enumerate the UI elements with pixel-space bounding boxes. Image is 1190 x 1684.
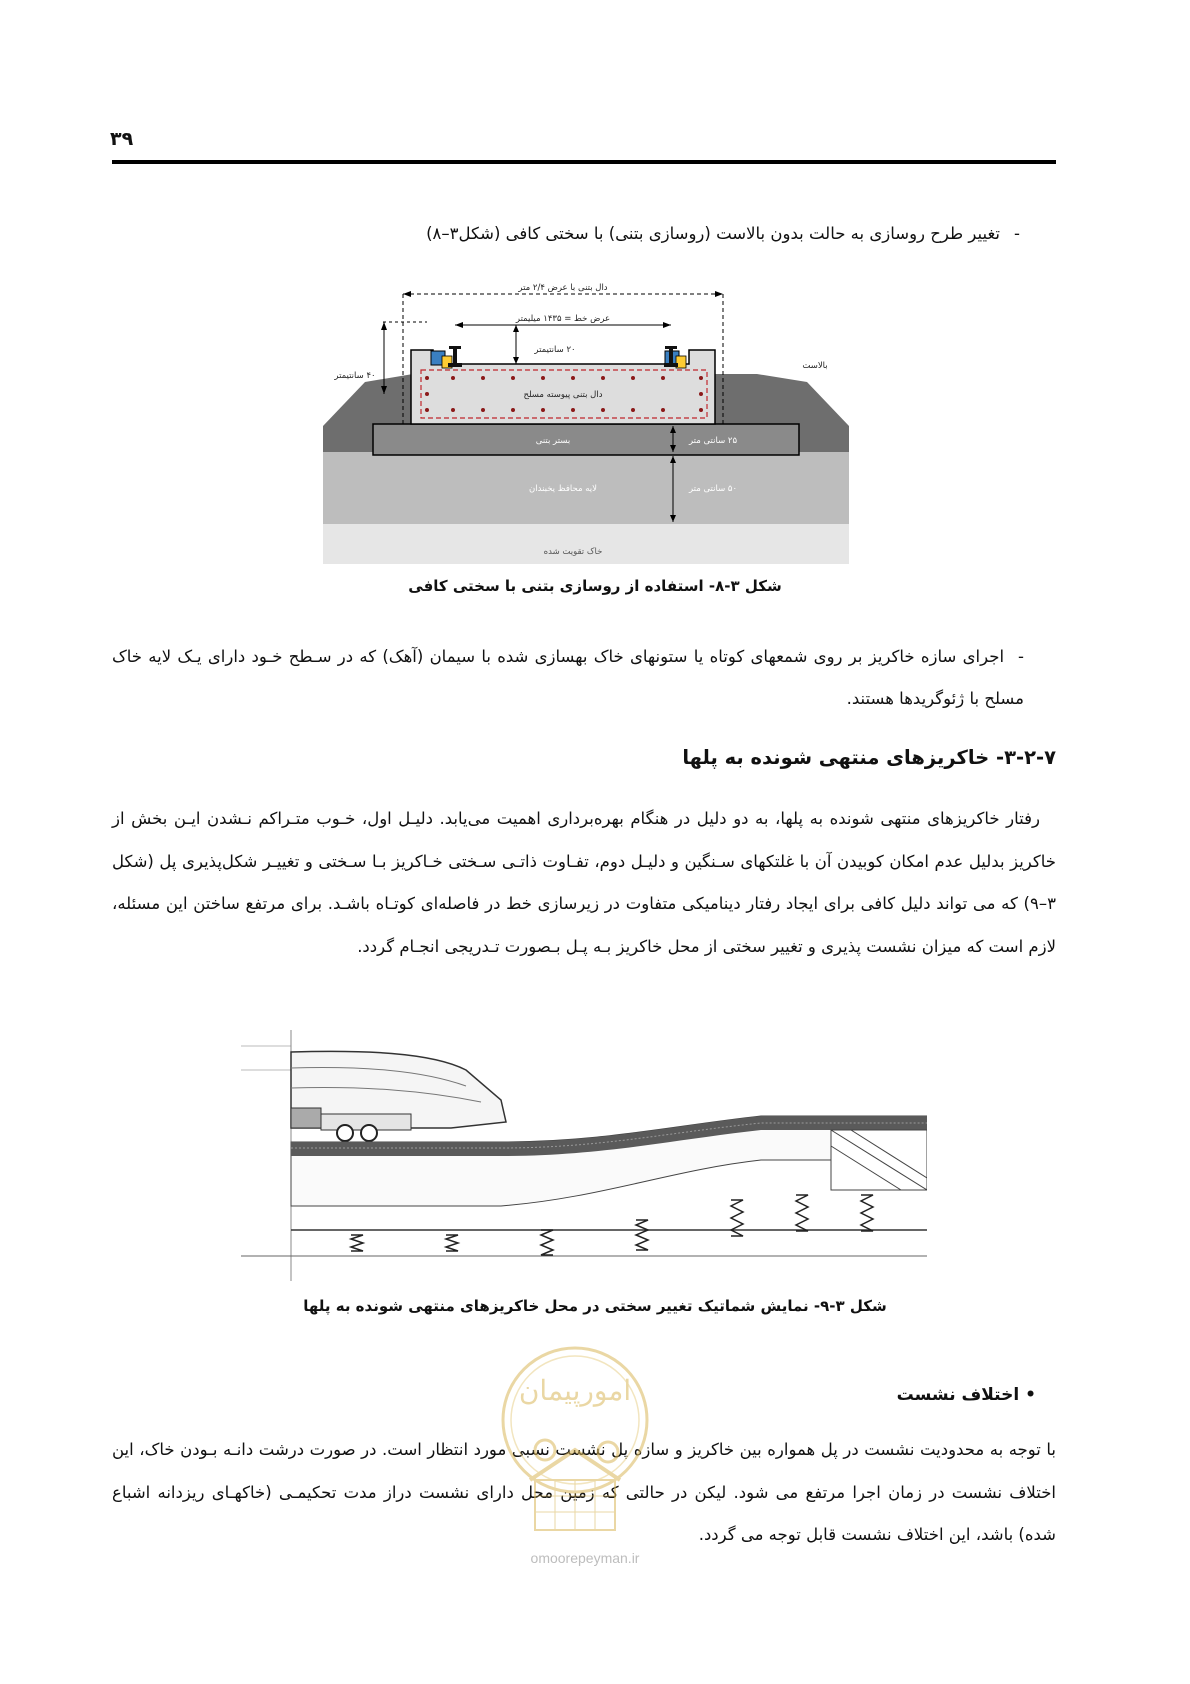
label-25cm: ۲۵ سانتی متر — [688, 436, 738, 446]
bullet-dot: • — [1025, 1385, 1036, 1405]
bullet-text: تغییر طرح روسازی به حالت بدون بالاست (روسازی بتنی) با سختی کافی (شکل۳–۸) — [426, 224, 1001, 243]
watermark-site: omoorepeyman.ir — [530, 1550, 640, 1566]
paragraph-text: رفتار خاکریزهای منتهی شونده به پلها، به دو دلیل در هنگام بهره‌برداری اهمیت می‌یابد. دلیـل اول، خـوب متـراکم نـشدن ایـن بخش از خاکریز بدلیل عدم امکان کوبیدن آن با غلتکهای سـنگین و دلیـل دوم، تفـاوت ذاتـی سـختی خـاکریز بـا سـختی و تغییـر شکل‌پذیری پل (شکل ۳–۹) که می تواند دلیل کافی برای ایجاد رفتار دینامیکی متفاوت در زیرسازی خط در فاصله‌ای کوتـاه باشـد. برای مرتفع ساختن این مسئله، لازم است که میزان نشست پذیری و تغییر سختی از محل خاکریز بـه پـل بـصورت تـدریجی انجـام گردد. — [112, 809, 1056, 956]
bullet-item-ballastless — [370, 220, 1020, 248]
logo-lettering: امورپیمان — [518, 1374, 632, 1407]
label-ballast: بالاست — [802, 361, 828, 371]
header-rule — [112, 160, 1056, 164]
figure-caption-3-9: شکل ۳-۹- نمایش شماتیک تغییر سختی در محل خاکریزهای منتهی شونده به پلها — [303, 1297, 887, 1315]
label-slab-width: دال بتنی با عرض ۲/۴ متر — [518, 283, 608, 293]
label-track-gauge: عرض خط = ۱۴۳۵ میلیمتر — [515, 314, 611, 324]
paragraph-text: با توجه به محدودیت نشست در پل همواره بین خاکریز و سازه پل نشست نسبی مورد انتظار است. در صورت درشت دانـه بـودن خاک، این اختلاف نشست در زمان اجرا مرتفع می شود. لیکن در حالتی که زمین محل دارای نشست دراز مدت تحکیمـی (خاکهـای ریزدانه اشباع شده) باشد، این اختلاف نشست قابل توجه می گردد. — [112, 1440, 1056, 1544]
bullet-text: اجرای سازه خاکریز بر روی شمعهای کوتاه یا ستونهای خاک بهسازی شده با سیمان (آهک) که در سـطح خـود دارای یـک لایه خاک مسلح با ژئوگریدها هستند. — [112, 647, 1024, 708]
figure-slab-track-cross-section — [323, 276, 849, 564]
bullet-item-piles — [112, 636, 1024, 720]
label-50cm: ۵۰ سانتی متر — [688, 484, 738, 494]
label-frost-layer: لایه محافظ یخبندان — [529, 484, 597, 494]
page-number: ۳۹ — [110, 128, 134, 150]
label-improved-soil: خاک تقویت شده — [543, 547, 603, 557]
label-reinforced-slab: دال بتنی پیوسته مسلح — [523, 390, 603, 400]
figure-stiffness-transition-schematic — [241, 1030, 927, 1281]
bullet-dash: - — [1018, 647, 1024, 666]
label-40cm: ۴۰ سانتیمتر — [334, 371, 376, 381]
figure-caption-3-8: شکل ۳-۸- استفاده از روسازی بتنی با سختی کافی — [408, 577, 782, 595]
section-heading: ۳-۲-۷- خاکریزهای منتهی شونده به پلها — [682, 746, 1056, 769]
omoorepeyman-logo-watermark — [490, 1340, 660, 1570]
label-20cm: ۲۰ سانتیمتر — [534, 345, 576, 355]
subsection-title: اختلاف نشست — [896, 1385, 1020, 1405]
paragraph-bridge-embankments — [112, 798, 1056, 968]
label-concrete-bed: بستر بتنی — [535, 436, 571, 446]
bullet-dash: - — [1014, 224, 1020, 243]
